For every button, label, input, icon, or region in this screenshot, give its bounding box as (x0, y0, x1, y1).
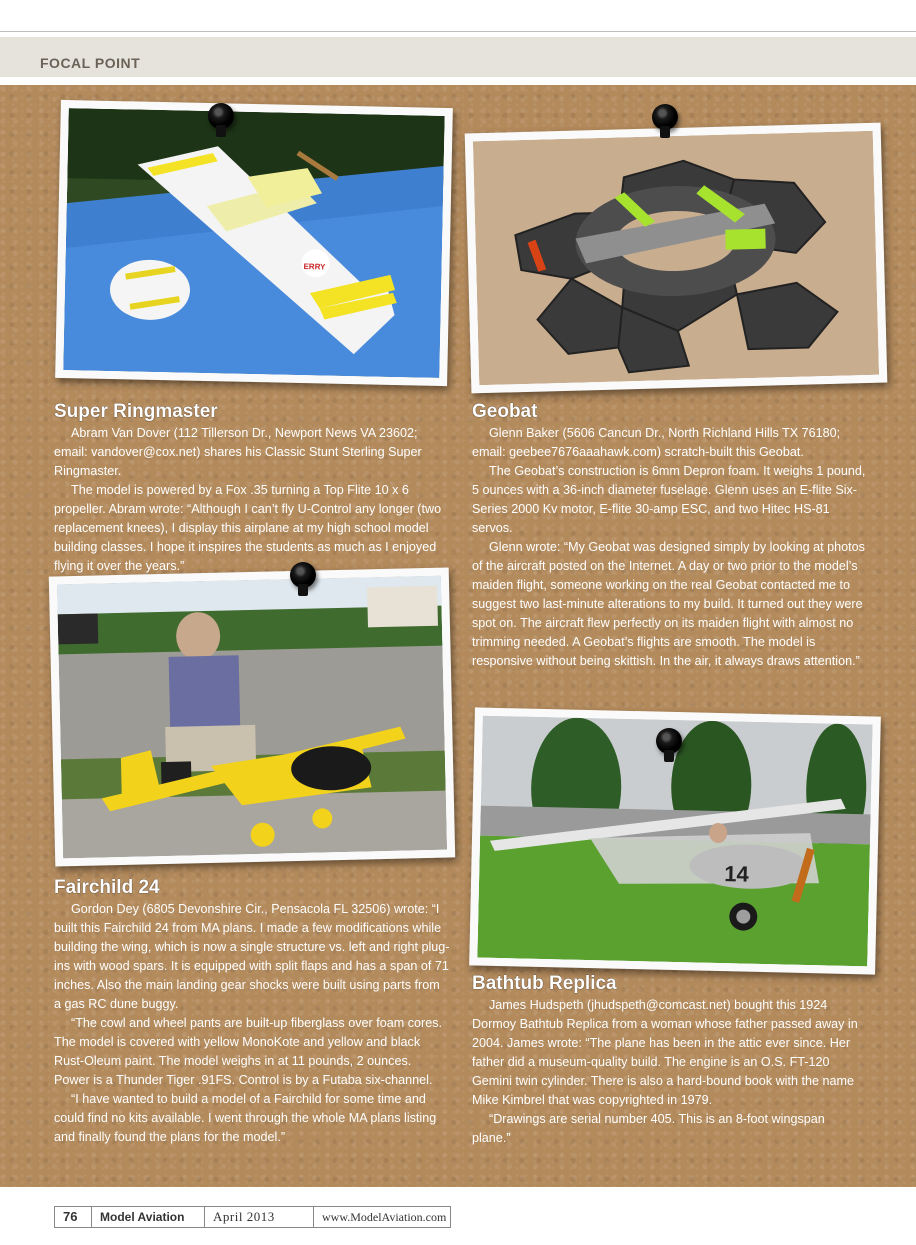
paragraph: The model is powered by a Fox .35 turning a Top Flite 10 x 6 propeller. Abram wrote: “Although I can’t fly U-Control any longer (two replacement knees), I display this airplane at my high school model building classes. I hope it inspires the students as much as I enjoyed flying it over the years.” (54, 483, 442, 573)
article-title-bathtub-replica: Bathtub Replica (472, 973, 617, 994)
super-ringmaster-photo (55, 100, 453, 386)
fairchild-24-image (57, 576, 447, 859)
geobat-image (473, 131, 879, 385)
svg-text:14: 14 (723, 861, 750, 887)
pushpin-icon (652, 104, 678, 130)
article-body-super-ringmaster (54, 424, 450, 576)
paragraph: James Hudspeth (jhudspeth@comcast.net) bought this 1924 Dormoy Bathtub Replica from a woman whose father passed away in 2004. James wrote: “The plane has been in the attic ever since. Her father did a museum-quality build. The engine is an O.S. FT-120 Gemini twin cylinder. There is also a hard-bound book with the name Mike Kimbrel that was copyrighted in 1979. (472, 998, 858, 1107)
paragraph: Glenn wrote: “My Geobat was designed simply by looking at photos of the aircraft posted on the Internet. A day or two prior to the model’s maiden flight, someone working on the real Geobat contacted me to suggest two last-minute alterations to my build. It turned out they were spot on. The aircraft flew perfectly on its maiden flight with almost no trimming needed. A Geobat’s flights are smooth. The model is responsive without being skittish. In the air, it always draws attention.” (472, 540, 865, 668)
website-link[interactable]: www.ModelAviation.com (322, 1210, 447, 1224)
paragraph: “The cowl and wheel pants are built-up fiberglass over foam cores. The model is covered with yellow MonoKote and yellow and black Rust-Oleum paint. The model weighs in at 11 pounds, 2 ounces. Power is a Thunder Tiger .91FS. Control is by a Futaba six-channel. (54, 1016, 442, 1087)
super-ringmaster-illustration (63, 108, 444, 378)
top-rule (0, 31, 916, 32)
bathtub-replica-illustration (477, 716, 872, 967)
paragraph: Gordon Dey (6805 Devonshire Cir., Pensacola FL 32506) wrote: “I built this Fairchild 24 from MA plans. I made a few modifications while building the wing, which is now a single structure vs. left and right plug-ins with wood spars. It is equipped with split flaps and has a span of 71 inches. Also the main landing gear shocks were built using parts from a gas RC dune buggy. (54, 902, 450, 1011)
fairchild-24-illustration (57, 576, 447, 859)
issue-date: April 2013 (205, 1207, 314, 1227)
paragraph: Glenn Baker (5606 Cancun Dr., North Richland Hills TX 76180; email: geebee7676aaahawk.com) scratch-built this Geobat. (472, 426, 841, 459)
fairchild-24-photo (49, 567, 455, 866)
magazine-name: Model Aviation (92, 1207, 205, 1227)
pushpin-icon (656, 728, 682, 754)
article-title-super-ringmaster: Super Ringmaster (54, 401, 218, 422)
page-footer (54, 1206, 451, 1228)
article-body-bathtub-replica (472, 996, 866, 1148)
pushpin-icon (208, 103, 234, 129)
paragraph: “Drawings are serial number 405. This is an 8-foot wingspan plane.” (472, 1112, 825, 1145)
article-body-fairchild-24 (54, 900, 450, 1147)
article-title-fairchild-24: Fairchild 24 (54, 877, 160, 898)
page-number: 76 (55, 1207, 92, 1227)
geobat-illustration (473, 131, 879, 385)
paragraph: Abram Van Dover (112 Tillerson Dr., Newport News VA 23602; email: vandover@cox.net) shares his Classic Stunt Sterling Super Ringmaster. (54, 426, 422, 478)
geobat-photo (465, 123, 888, 394)
paragraph: The Geobat’s construction is 6mm Depron foam. It weighs 1 pound, 5 ounces with a 36-inch diameter fuselage. Glenn uses an E-flite Six-Series 2000 Kv motor, E-flite 30-amp ESC, and two Hitec HS-81 servos. (472, 464, 866, 535)
svg-text:ERRY: ERRY (303, 262, 326, 272)
bathtub-replica-image (477, 716, 872, 967)
section-label: FOCAL POINT (40, 55, 141, 71)
paragraph: “I have wanted to build a model of a Fairchild for some time and could find no kits available. I went through the whole MA plans listing and finally found the plans for the model.” (54, 1092, 437, 1144)
super-ringmaster-image (63, 108, 444, 378)
article-title-geobat: Geobat (472, 401, 538, 422)
article-body-geobat (472, 424, 866, 671)
